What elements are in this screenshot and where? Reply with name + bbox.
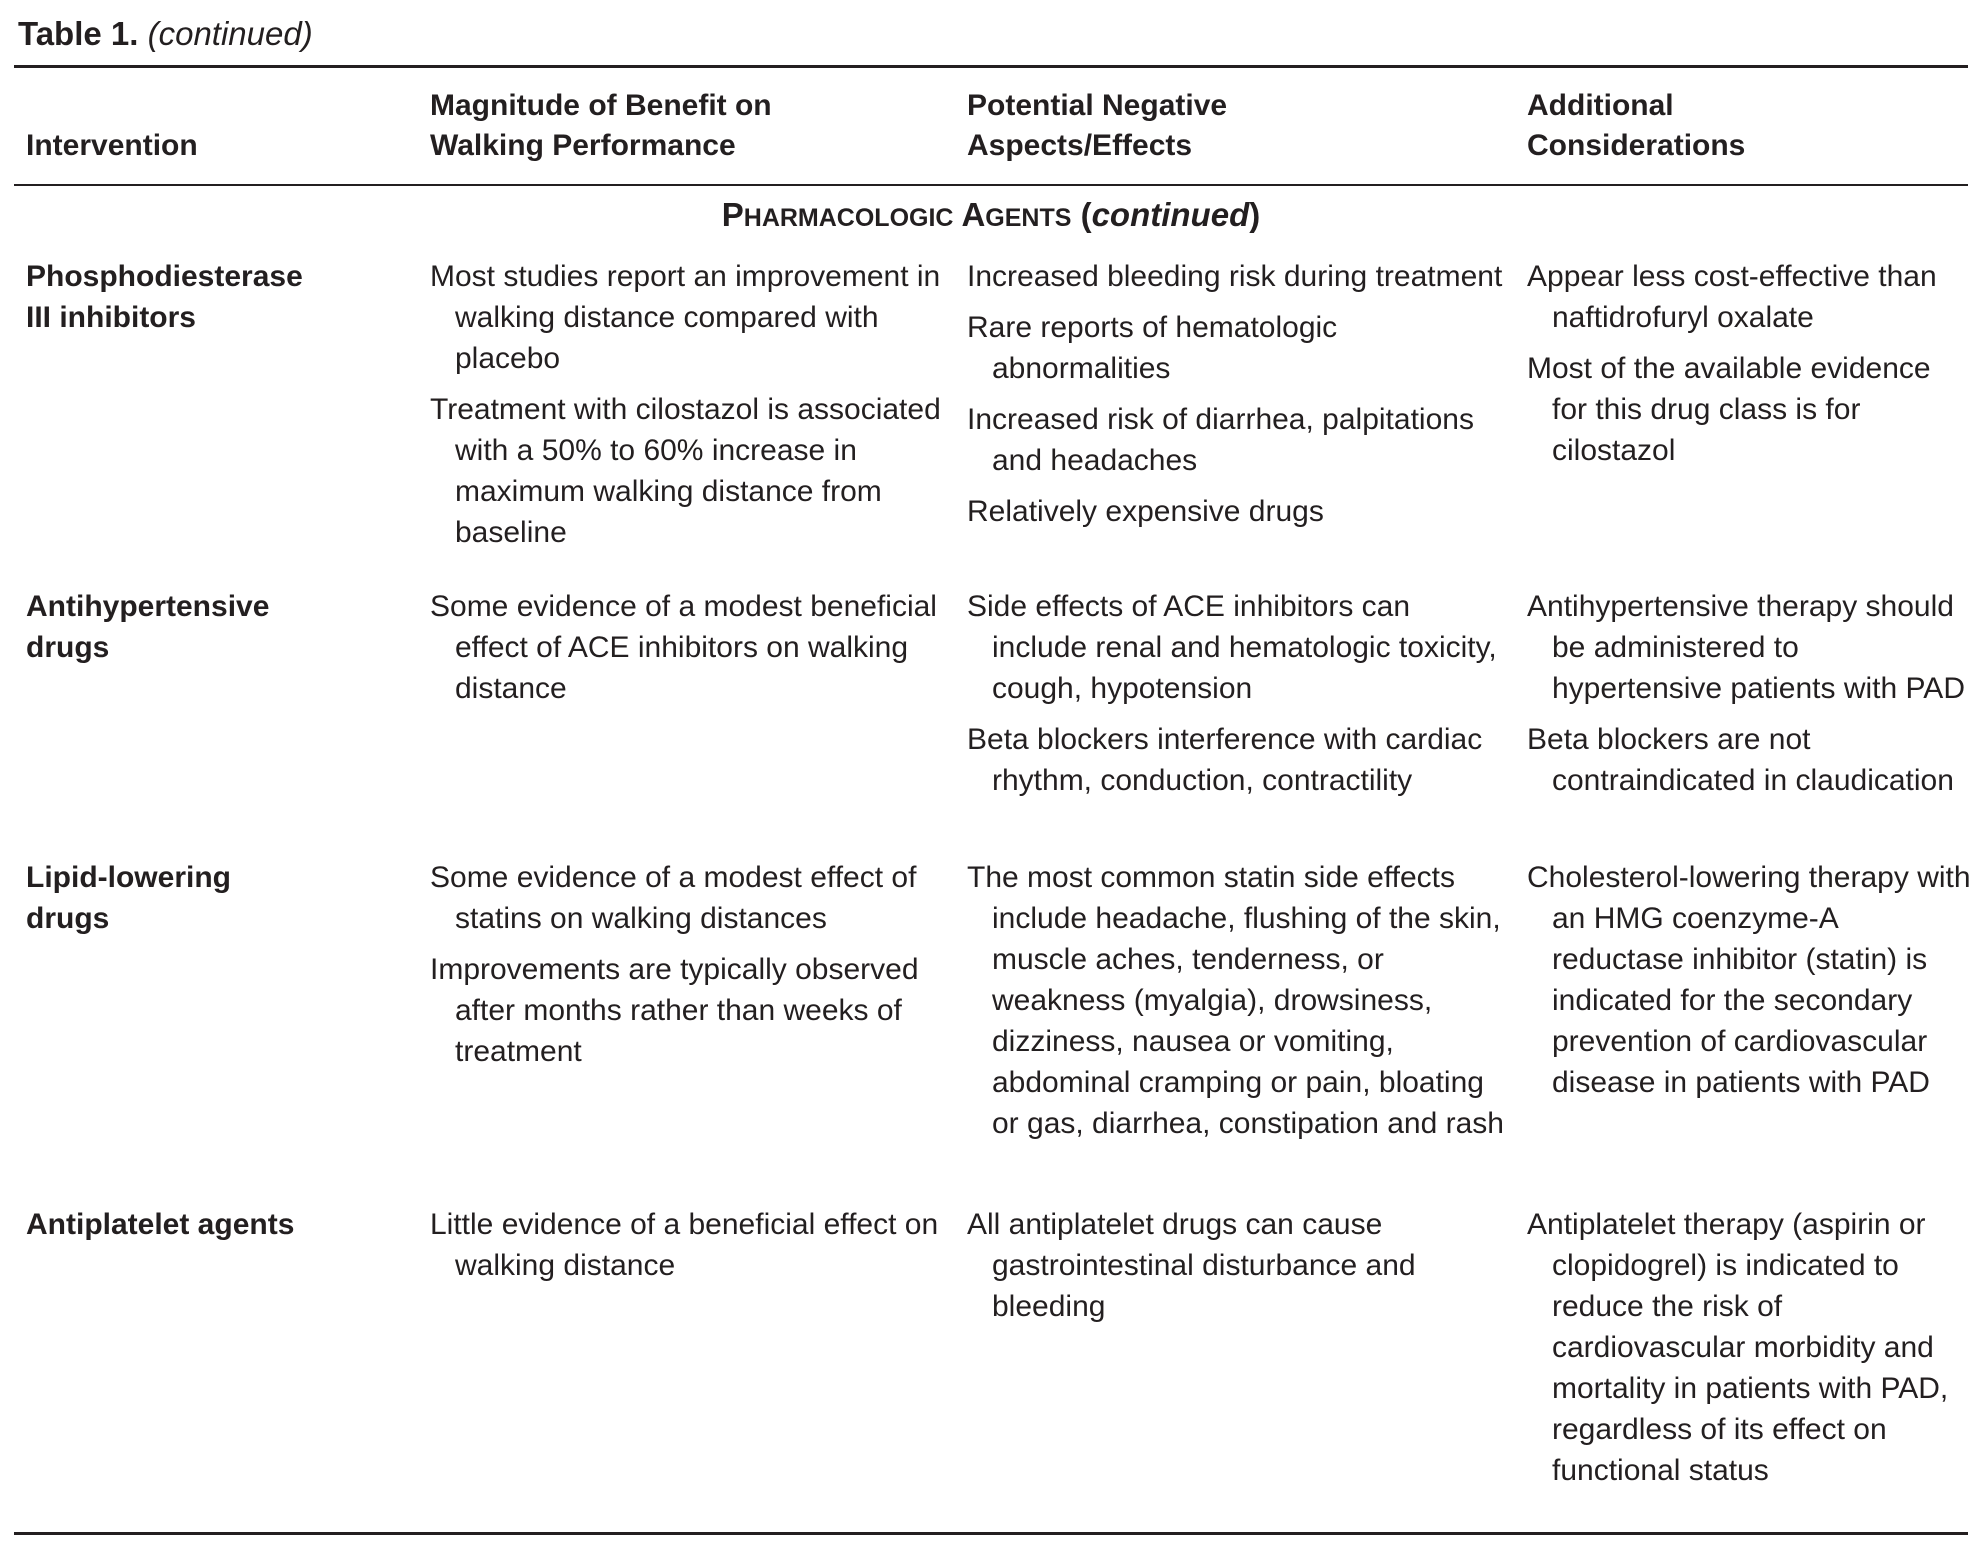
table-caption-label: Table 1.	[18, 15, 139, 52]
intervention-line: drugs	[26, 902, 110, 935]
section-word1-cap: P	[721, 196, 744, 233]
header-intervention-label: Intervention	[26, 129, 198, 162]
negative-item: Increased bleeding risk during treatment	[967, 260, 1503, 293]
benefit-item: Some evidence of a modest beneficial effect of ACE inhibitors on walking distance	[430, 590, 937, 705]
header-intervention-spacer	[26, 86, 198, 126]
intervention-line: III inhibitors	[26, 301, 196, 334]
header-negative	[967, 86, 1227, 166]
header-negative-line1: Potential Negative	[967, 89, 1228, 122]
benefit-item: Most studies report an improvement in walking distance compared with placebo	[430, 260, 941, 375]
header-additional-line2: Considerations	[1527, 129, 1746, 162]
additional-item: Appear less cost-effective than naftidrofuryl oxalate	[1527, 260, 1937, 334]
intervention-line: Lipid-lowering	[26, 861, 231, 894]
table-caption	[18, 14, 313, 54]
negative-cell	[967, 857, 1507, 1144]
table-caption-note: (continued)	[147, 15, 313, 52]
benefit-item: Improvements are typically observed after months rather than weeks of treatment	[430, 953, 919, 1068]
header-additional	[1527, 86, 1745, 166]
additional-cell	[1527, 1204, 1972, 1491]
additional-item: Most of the available evidence for this drug class is for cilostazol	[1527, 352, 1931, 467]
negative-cell	[967, 1204, 1507, 1327]
section-word1-rest: HARMACOLOGIC	[743, 204, 954, 232]
section-continued: continued	[1091, 196, 1250, 233]
section-word2-rest: GENTS	[985, 204, 1072, 232]
negative-cell	[967, 586, 1507, 801]
benefit-cell	[430, 857, 950, 1072]
intervention-cell	[26, 256, 406, 338]
section-paren-open: (	[1080, 196, 1092, 233]
benefit-item: Treatment with cilostazol is associated with a 50% to 60% increase in maximum walking distance from baseline	[430, 393, 941, 549]
header-benefit-line1: Magnitude of Benefit on	[430, 89, 772, 122]
benefit-item: Little evidence of a beneficial effect on walking distance	[430, 1208, 939, 1282]
negative-item: The most common statin side effects include headache, flushing of the skin, muscle aches, tenderness, or weakness (myalgia), drowsiness, dizziness, nausea or vomiting, abdominal cramping or pain, bloating or gas, diarrhea, constipation and rash	[967, 861, 1504, 1140]
intervention-line: Antihypertensive	[26, 590, 270, 623]
negative-item: Relatively expensive drugs	[967, 495, 1324, 528]
header-intervention	[26, 86, 198, 166]
additional-cell	[1527, 857, 1972, 1103]
additional-cell	[1527, 586, 1972, 801]
additional-item: Antihypertensive therapy should be administered to hypertensive patients with PAD	[1527, 590, 1965, 705]
intervention-line: Phosphodiesterase	[26, 260, 303, 293]
bottom-rule	[14, 1532, 1968, 1535]
header-rule	[14, 184, 1968, 186]
negative-item: Beta blockers interference with cardiac rhythm, conduction, contractility	[967, 723, 1483, 797]
additional-cell	[1527, 256, 1972, 471]
benefit-cell	[430, 256, 950, 553]
intervention-cell	[26, 1204, 406, 1245]
header-benefit-line2: Walking Performance	[430, 129, 736, 162]
header-benefit	[430, 86, 772, 166]
benefit-item: Some evidence of a modest effect of statins on walking distances	[430, 861, 917, 935]
header-negative-line2: Aspects/Effects	[967, 129, 1193, 162]
intervention-line: Antiplatelet agents	[26, 1208, 295, 1241]
top-rule	[14, 65, 1968, 68]
negative-item: All antiplatelet drugs can cause gastrointestinal disturbance and bleeding	[967, 1208, 1416, 1323]
benefit-cell	[430, 586, 950, 709]
intervention-cell	[26, 586, 406, 668]
section-paren-close: )	[1249, 196, 1261, 233]
header-additional-line1: Additional	[1527, 89, 1674, 122]
additional-item: Cholesterol-lowering therapy with an HMG coenzyme-A reductase inhibitor (statin) is indicated for the secondary prevention of cardiovascular disease in patients with PAD	[1527, 861, 1971, 1099]
intervention-cell	[26, 857, 406, 939]
negative-item: Rare reports of hematologic abnormalities	[967, 311, 1338, 385]
section-word2-cap: A	[961, 196, 986, 233]
negative-cell	[967, 256, 1507, 532]
section-heading	[14, 194, 1968, 239]
additional-item: Beta blockers are not contraindicated in claudication	[1527, 723, 1954, 797]
negative-item: Increased risk of diarrhea, palpitations and headaches	[967, 403, 1474, 477]
intervention-line: drugs	[26, 631, 110, 664]
benefit-cell	[430, 1204, 950, 1286]
additional-item: Antiplatelet therapy (aspirin or clopidogrel) is indicated to reduce the risk of cardiovascular morbidity and mortality in patients with PAD, regardless of its effect on functional status	[1527, 1208, 1949, 1487]
negative-item: Side effects of ACE inhibitors can include renal and hematologic toxicity, cough, hypotension	[967, 590, 1497, 705]
